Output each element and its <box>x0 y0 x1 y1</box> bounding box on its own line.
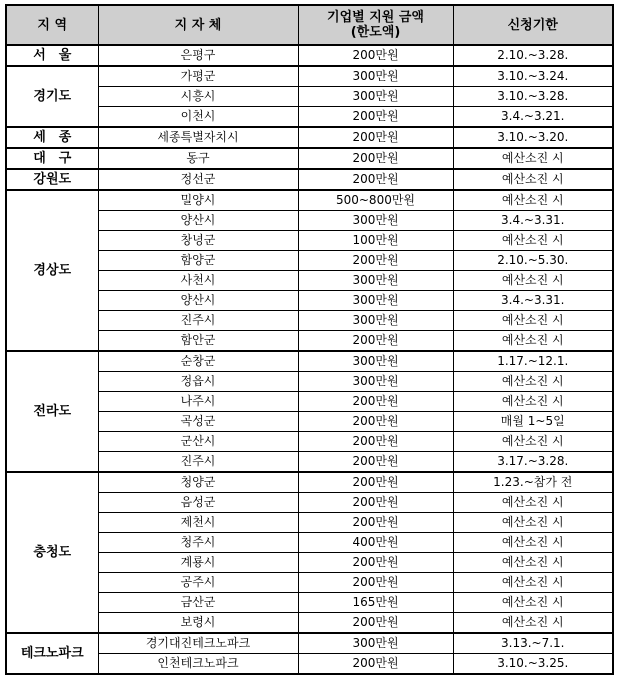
table-row <box>6 633 613 654</box>
header-amount <box>298 5 453 45</box>
municipality-cell: 인천테크노파크 <box>98 654 298 675</box>
table-row <box>6 513 613 533</box>
amount-cell: 200만원 <box>298 412 453 432</box>
amount-cell: 200만원 <box>298 553 453 573</box>
amount-cell: 200만원 <box>298 654 453 675</box>
deadline-cell: 예산소진 시 <box>453 231 613 251</box>
deadline-cell: 예산소진 시 <box>453 392 613 412</box>
region-cell: 테크노파크 <box>6 633 98 674</box>
header-row <box>6 5 613 45</box>
municipality-cell: 시흥시 <box>98 87 298 107</box>
deadline-cell: 3.17.~3.28. <box>453 452 613 473</box>
municipality-cell: 가평군 <box>98 66 298 87</box>
table-row <box>6 533 613 553</box>
table-row <box>6 251 613 271</box>
deadline-cell: 예산소진 시 <box>453 432 613 452</box>
municipality-cell: 함양군 <box>98 251 298 271</box>
municipality-cell: 금산군 <box>98 593 298 613</box>
municipality-cell: 이천시 <box>98 107 298 128</box>
table-row <box>6 452 613 473</box>
deadline-cell: 예산소진 시 <box>453 513 613 533</box>
table-row <box>6 654 613 675</box>
amount-cell: 300만원 <box>298 311 453 331</box>
table-header <box>6 5 613 45</box>
table-row <box>6 211 613 231</box>
table-row <box>6 311 613 331</box>
municipality-cell: 공주시 <box>98 573 298 593</box>
amount-cell: 200만원 <box>298 493 453 513</box>
table-row <box>6 553 613 573</box>
deadline-cell: 예산소진 시 <box>453 553 613 573</box>
deadline-cell: 예산소진 시 <box>453 190 613 211</box>
amount-cell: 200만원 <box>298 148 453 169</box>
deadline-cell: 2.10.~3.28. <box>453 45 613 66</box>
table-row <box>6 190 613 211</box>
municipality-cell: 은평구 <box>98 45 298 66</box>
municipality-cell: 사천시 <box>98 271 298 291</box>
deadline-cell: 3.4.~3.31. <box>453 291 613 311</box>
region-cell: 경기도 <box>6 66 98 127</box>
municipality-cell: 정읍시 <box>98 372 298 392</box>
table-row <box>6 472 613 493</box>
amount-cell: 200만원 <box>298 127 453 148</box>
deadline-cell: 3.13.~7.1. <box>453 633 613 654</box>
table-body <box>6 45 613 674</box>
deadline-cell: 예산소진 시 <box>453 169 613 190</box>
deadline-cell: 3.10.~3.24. <box>453 66 613 87</box>
table-row <box>6 45 613 66</box>
table-row <box>6 372 613 392</box>
municipality-cell: 밀양시 <box>98 190 298 211</box>
deadline-cell: 1.17.~12.1. <box>453 351 613 372</box>
amount-cell: 100만원 <box>298 231 453 251</box>
region-cell: 세 종 <box>6 127 98 148</box>
region-cell: 충청도 <box>6 472 98 633</box>
table-row <box>6 107 613 128</box>
table-row <box>6 613 613 634</box>
amount-cell: 300만원 <box>298 351 453 372</box>
amount-cell: 400만원 <box>298 533 453 553</box>
municipality-cell: 세종특별자치시 <box>98 127 298 148</box>
amount-cell: 300만원 <box>298 372 453 392</box>
amount-cell: 300만원 <box>298 211 453 231</box>
amount-cell: 200만원 <box>298 452 453 473</box>
amount-cell: 200만원 <box>298 45 453 66</box>
region-cell: 경상도 <box>6 190 98 351</box>
table-row <box>6 432 613 452</box>
table-row <box>6 127 613 148</box>
amount-cell: 200만원 <box>298 251 453 271</box>
deadline-cell: 예산소진 시 <box>453 593 613 613</box>
table-row <box>6 231 613 251</box>
municipality-cell: 함안군 <box>98 331 298 352</box>
deadline-cell: 예산소진 시 <box>453 271 613 291</box>
amount-cell: 200만원 <box>298 392 453 412</box>
region-cell: 서 울 <box>6 45 98 66</box>
municipality-cell: 정선군 <box>98 169 298 190</box>
table-row <box>6 148 613 169</box>
municipality-cell: 보령시 <box>98 613 298 634</box>
amount-cell: 200만원 <box>298 107 453 128</box>
amount-cell: 200만원 <box>298 513 453 533</box>
table-row <box>6 493 613 513</box>
municipality-cell: 진주시 <box>98 311 298 331</box>
amount-cell: 200만원 <box>298 472 453 493</box>
amount-cell: 500~800만원 <box>298 190 453 211</box>
table-row <box>6 291 613 311</box>
municipality-cell: 군산시 <box>98 432 298 452</box>
table-row <box>6 331 613 352</box>
header-municipality: 지 자 체 <box>98 5 298 45</box>
municipality-cell: 청주시 <box>98 533 298 553</box>
amount-cell: 200만원 <box>298 432 453 452</box>
amount-cell: 165만원 <box>298 593 453 613</box>
municipality-cell: 음성군 <box>98 493 298 513</box>
amount-cell: 300만원 <box>298 633 453 654</box>
deadline-cell: 예산소진 시 <box>453 533 613 553</box>
amount-cell: 200만원 <box>298 613 453 634</box>
municipality-cell: 순창군 <box>98 351 298 372</box>
table-row <box>6 593 613 613</box>
header-amount-line1: 기업별 지원 금액 <box>327 10 424 25</box>
municipality-cell: 나주시 <box>98 392 298 412</box>
municipality-cell: 청양군 <box>98 472 298 493</box>
region-cell: 전라도 <box>6 351 98 472</box>
deadline-cell: 예산소진 시 <box>453 573 613 593</box>
support-table-container <box>5 4 614 675</box>
deadline-cell: 예산소진 시 <box>453 331 613 352</box>
amount-cell: 300만원 <box>298 271 453 291</box>
municipality-cell: 양산시 <box>98 211 298 231</box>
municipality-cell: 동구 <box>98 148 298 169</box>
amount-cell: 200만원 <box>298 331 453 352</box>
region-cell: 대 구 <box>6 148 98 169</box>
deadline-cell: 예산소진 시 <box>453 613 613 634</box>
deadline-cell: 2.10.~5.30. <box>453 251 613 271</box>
deadline-cell: 3.4.~3.21. <box>453 107 613 128</box>
deadline-cell: 3.10.~3.25. <box>453 654 613 675</box>
amount-cell: 300만원 <box>298 87 453 107</box>
deadline-cell: 예산소진 시 <box>453 372 613 392</box>
table-row <box>6 87 613 107</box>
table-row <box>6 169 613 190</box>
municipality-cell: 경기대진테크노파크 <box>98 633 298 654</box>
municipality-cell: 양산시 <box>98 291 298 311</box>
table-row <box>6 573 613 593</box>
municipality-cell: 곡성군 <box>98 412 298 432</box>
amount-cell: 300만원 <box>298 66 453 87</box>
municipality-cell: 계룡시 <box>98 553 298 573</box>
table-row <box>6 66 613 87</box>
amount-cell: 300만원 <box>298 291 453 311</box>
deadline-cell: 예산소진 시 <box>453 493 613 513</box>
municipality-cell: 창녕군 <box>98 231 298 251</box>
support-table <box>5 4 614 675</box>
deadline-cell: 3.10.~3.20. <box>453 127 613 148</box>
header-region: 지 역 <box>6 5 98 45</box>
amount-cell: 200만원 <box>298 573 453 593</box>
region-cell: 강원도 <box>6 169 98 190</box>
table-row <box>6 271 613 291</box>
table-row <box>6 351 613 372</box>
table-row <box>6 392 613 412</box>
table-row <box>6 412 613 432</box>
header-amount-line2: (한도액) <box>350 25 401 40</box>
deadline-cell: 1.23.~참가 전 <box>453 472 613 493</box>
amount-cell: 200만원 <box>298 169 453 190</box>
deadline-cell: 3.10.~3.28. <box>453 87 613 107</box>
deadline-cell: 3.4.~3.31. <box>453 211 613 231</box>
municipality-cell: 제천시 <box>98 513 298 533</box>
deadline-cell: 예산소진 시 <box>453 311 613 331</box>
municipality-cell: 진주시 <box>98 452 298 473</box>
deadline-cell: 매월 1~5일 <box>453 412 613 432</box>
header-deadline: 신청기한 <box>453 5 613 45</box>
deadline-cell: 예산소진 시 <box>453 148 613 169</box>
